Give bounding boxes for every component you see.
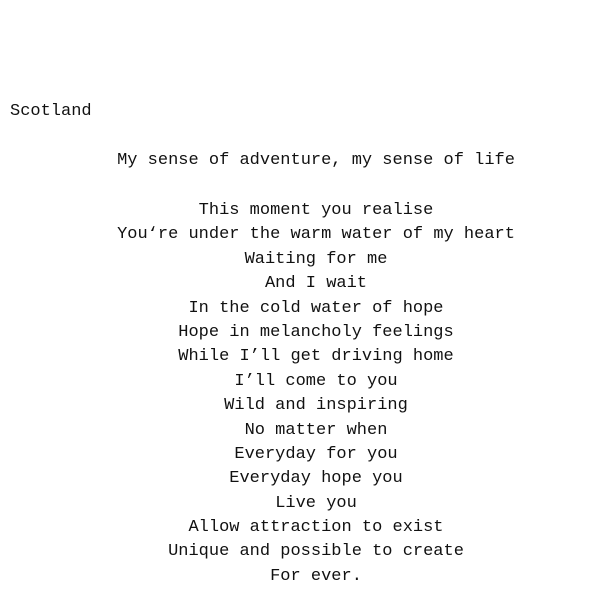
- poem-line: Allow attraction to exist: [188, 518, 444, 538]
- poem-line: I’ll come to you: [234, 371, 398, 391]
- poem-line: This moment you realise: [198, 201, 434, 220]
- poem-line: Everyday for you: [234, 444, 398, 464]
- poem-title: Scotland: [10, 102, 92, 121]
- poem-line: In the cold water of hope: [188, 298, 444, 318]
- poem-line: For ever.: [270, 566, 362, 586]
- poem-body: [0, 199, 600, 589]
- poem-line: Wild and inspiring: [224, 396, 408, 416]
- poem-line: Hope in melancholy feelings: [178, 322, 454, 342]
- poem-line: Live you: [275, 493, 357, 513]
- poem-line: You‘re under the warm water of my heart: [117, 225, 515, 245]
- poem-line: Waiting for me: [244, 249, 388, 269]
- poem-line: No matter when: [244, 420, 388, 440]
- poem-subtitle: My sense of adventure, my sense of life: [117, 151, 515, 170]
- poem-line: While I’ll get driving home: [178, 347, 454, 367]
- poem-line: Everyday hope you: [229, 469, 403, 489]
- poem-line: Unique and possible to create: [168, 542, 464, 562]
- poem-line: And I wait: [264, 274, 368, 294]
